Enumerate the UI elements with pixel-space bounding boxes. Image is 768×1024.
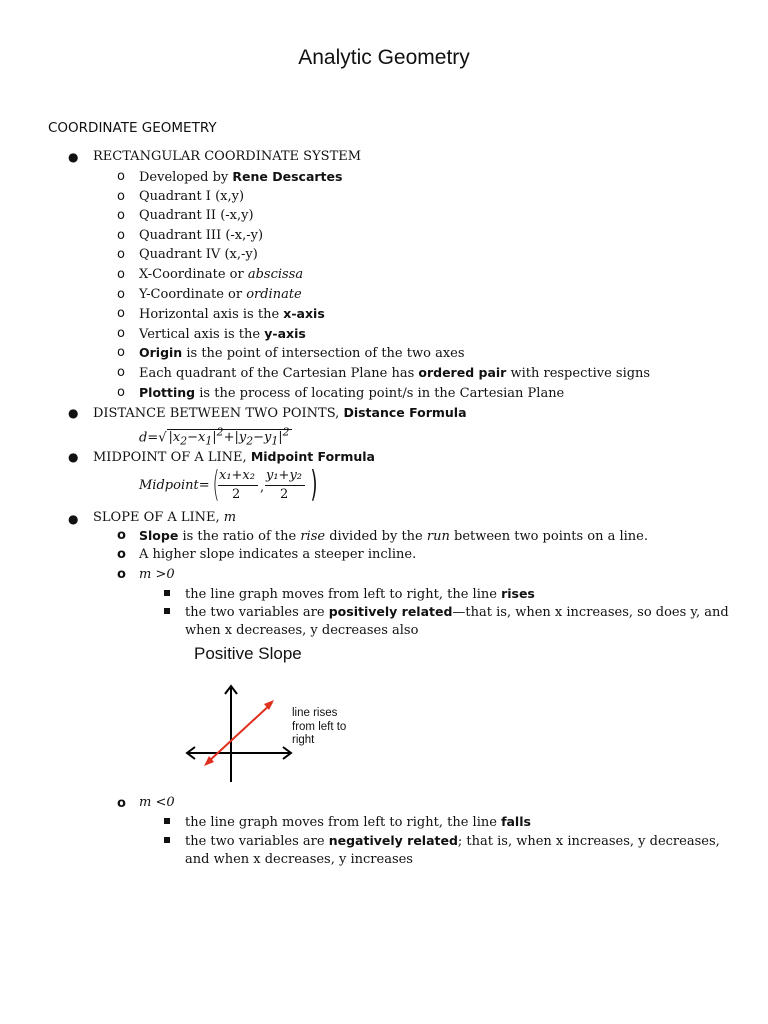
x1: x [198,430,206,446]
neg-bullet-2 [185,832,720,850]
paren-left: ( [212,464,220,505]
sq: 2 [216,426,224,439]
rect-item-text: Vertical axis is the [139,327,265,342]
den2: 2 [280,487,289,502]
rect-item-post: is the point of intersection of the two axes [182,346,465,361]
neg-bullet-2-cont: and when x decreases, y increases [185,852,413,867]
pos-bullet-2-cont: when x decreases, y decreases also [185,623,419,638]
slope-rise: rise [300,529,326,544]
pos-b2-text: the two variables are [185,605,329,620]
rect-item-text: Quadrant I (x,y) [139,189,245,204]
slope-def-2: divided by the [325,529,427,544]
bullet-circle: o [117,528,126,543]
neg-b1-text: the line graph moves from left to right, the line [185,815,502,830]
rect-item-text: Horizontal axis is the [139,307,284,322]
pos-bullet-1 [185,585,535,603]
slope-def-1: is the ratio of the [178,529,301,544]
rect-item-text: Quadrant IV (x,-y) [139,247,258,262]
rect-item [139,325,306,343]
bullet-dot: ● [68,150,79,164]
rect-item [139,344,465,362]
bullet-circle: o [117,796,126,811]
rect-item [139,305,325,323]
slope-heading [93,509,236,526]
figure-title: Positive Slope [194,644,302,663]
bullet-dot: ● [68,512,79,526]
sqrt-symbol: √ [158,430,167,446]
bullet-circle: o [117,228,125,243]
rect-item [139,188,244,205]
rect-item-text: X-Coordinate or [139,267,248,282]
bullet-square [164,590,170,596]
rect-item [139,384,564,402]
rect-item-text: Quadrant III (-x,-y) [139,228,264,243]
distance-heading [93,404,467,422]
plus: + [223,430,235,446]
sqrt-body: $|x_2-x_1|^2+|y_2-y_1|^2$ [168,426,290,448]
bullet-circle: o [117,365,125,380]
positive-slope-figure [180,680,300,785]
rising-line [204,700,274,766]
bullet-circle: o [117,345,125,360]
rect-item-text: Each quadrant of the Cartesian Plane has [139,366,419,381]
midpoint-heading-text: MIDPOINT OF A LINE, [93,450,251,465]
slope-def-3: between two points on a line. [449,529,648,544]
rect-item [139,227,263,244]
y2: y [238,430,247,446]
rect-item-post: with respective signs [506,366,651,381]
rect-item-bold: y-axis [264,326,306,341]
rect-item [139,364,650,382]
pos-b1-bold: rises [501,586,535,601]
bullet-circle: o [117,306,125,321]
rect-item-bold: ordered pair [418,365,507,380]
rect-item-text: Developed by [139,170,233,185]
distance-lhs: d= [139,430,159,446]
rect-item-bold: x-axis [283,306,325,321]
negative-condition: m <0 [139,795,175,810]
bullet-circle: o [117,287,125,302]
x2: x [172,430,181,446]
rect-item [139,266,303,283]
pos-b2-bold: positively related [328,604,453,619]
pos-b1-text: the line graph moves from left to right, the line [185,587,502,602]
neg-b2-post: ; that is, when x increases, y decreases, [457,834,720,849]
bullet-circle: o [117,547,126,562]
rect-item-text: Quadrant II (-x,y) [139,208,254,223]
figure-note: line rises from left to right [292,707,347,746]
distance-formula [139,426,292,448]
rect-item-bold: Plotting [139,385,196,400]
neg-b1-bold: falls [501,814,531,829]
den1: 2 [232,487,241,502]
bullet-square [164,608,170,614]
bullet-circle: o [117,385,125,400]
neg-b2-text: the two variables are [185,834,329,849]
rect-item-italic: abscissa [247,267,304,282]
sq2: 2 [282,426,290,439]
rect-item-italic: ordinate [246,287,302,302]
bullet-circle: o [117,189,125,204]
paren-right: ) [310,464,318,505]
distance-formula-label: Distance Formula [343,405,467,420]
slope-heading-text: SLOPE OF A LINE, [93,510,224,525]
rect-item [139,246,258,263]
rect-item-post: is the process of locating point/s in the Cartesian Plane [195,386,565,401]
bullet-circle: o [117,208,125,223]
sub-1: 1 [205,434,213,448]
rect-heading: RECTANGULAR COORDINATE SYSTEM [93,149,362,164]
slope-run: run [426,529,450,544]
rect-item [139,286,302,303]
slope-term: Slope [139,528,179,543]
slope-steeper: A higher slope indicates a steeper incline. [139,547,417,562]
bullet-square [164,837,170,843]
num1: x₁+x₂ [219,468,255,483]
positive-condition: m >0 [139,567,175,582]
slope-m: m [223,510,237,525]
rect-item-text: Y-Coordinate or [139,287,247,302]
bullet-square [164,818,170,824]
midpoint-formula-label: Midpoint Formula [250,449,375,464]
bullet-circle: o [117,247,125,262]
x-axis [187,747,291,759]
neg-bullet-1 [185,813,531,831]
bullet-circle: o [117,326,125,341]
y-axis [225,686,237,782]
sub-2: 2 [180,434,188,448]
bullet-circle: o [117,267,125,282]
minus: − [187,430,199,446]
frac-bar-1 [218,485,258,486]
comma: , [260,480,265,495]
bullet-dot: ● [68,450,79,464]
midpoint-lhs: Midpoint= [139,478,210,493]
bullet-dot: ● [68,406,79,420]
section-heading: COORDINATE GEOMETRY [48,120,217,136]
minus2: − [253,430,265,446]
midpoint-heading [93,448,375,466]
pos-bullet-2 [185,603,729,621]
bullet-circle: o [117,169,125,184]
bullet-circle: o [117,567,126,582]
sub-1b: 1 [271,434,279,448]
rect-item [139,207,254,224]
sub-2b: 2 [246,434,254,448]
num2: y₁+y₂ [266,468,303,483]
y1: y [264,430,272,446]
page-title: Analytic Geometry [298,46,470,69]
distance-heading-text: DISTANCE BETWEEN TWO POINTS, [93,406,344,421]
rect-item-bold: Origin [139,345,183,360]
rect-item [139,168,342,186]
slope-def [139,527,648,545]
rect-item-bold: Rene Descartes [232,169,343,184]
pos-b2-post: —that is, when x increases, so does y, and [452,605,729,620]
frac-bar-2 [265,485,305,486]
neg-b2-bold: negatively related [328,833,458,848]
